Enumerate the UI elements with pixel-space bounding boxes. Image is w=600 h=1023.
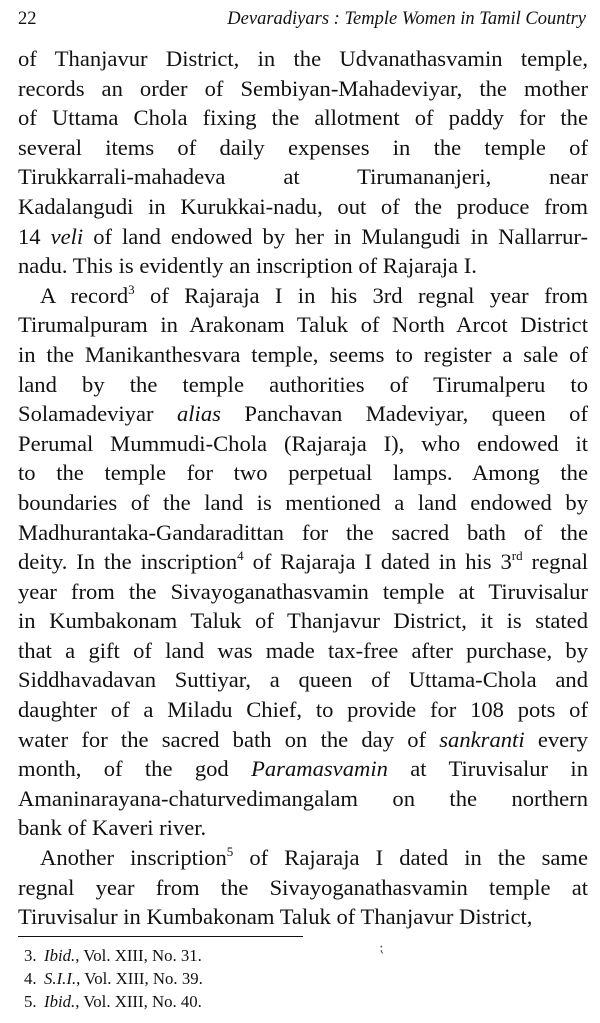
text-run: land by the temple authorities of Tirumalperu to — [18, 371, 588, 397]
text-line — [18, 725, 588, 755]
text-run: of Rajaraja I in his 3rd regnal year from — [134, 282, 588, 308]
text-run: Another inscription — [40, 845, 227, 871]
text-line — [18, 370, 588, 400]
text-line — [18, 192, 588, 222]
paragraph — [18, 843, 588, 932]
text-run: month, of the god — [18, 756, 252, 782]
text-run: of Rajaraja I dated in the same — [233, 845, 588, 871]
text-run: several items of daily expenses in the temple of — [18, 134, 588, 160]
footnote — [24, 944, 424, 967]
text-line — [18, 310, 588, 340]
text-run: water for the sacred bath on the day of — [18, 726, 440, 752]
text-run: to the temple for two perpetual lamps. Among the — [18, 460, 588, 486]
footnotes — [24, 944, 424, 1013]
page-header — [18, 6, 586, 32]
text-run: at Tiruvisalur in — [387, 756, 588, 782]
text-run: year from the Sivayoganathasvamin temple at Tiruvisalur — [18, 578, 588, 604]
text-run: in the Manikanthesvara temple, seems to register a sale of — [18, 341, 588, 367]
text-run: regnal year from the Sivayoganathasvamin temple at — [18, 874, 588, 900]
text-line — [18, 340, 588, 370]
text-run: Kadalangudi in Kurukkai-nadu, out of the produce from — [18, 193, 588, 219]
text-run: deity. In the inscription — [18, 549, 238, 575]
text-line — [18, 873, 588, 903]
text-run: Tirumalpuram in Arakonam Taluk of North Arcot District — [18, 312, 588, 338]
text-run: boundaries of the land is mentioned a land endowed by — [18, 489, 588, 515]
text-line — [18, 606, 588, 636]
body-text — [18, 44, 588, 932]
footnote — [24, 967, 424, 990]
text-run: Madhurantaka-Gandaradittan for the sacred bath of the — [18, 519, 588, 545]
italic-text: Ibid. — [44, 946, 76, 965]
text-line — [18, 784, 588, 814]
text-run: regnal — [522, 549, 588, 575]
text-run: 14 — [18, 223, 51, 249]
text-run: records an order of Sembiyan-Mahadeviyar, the mother — [18, 75, 588, 101]
text-line — [18, 251, 588, 281]
text-line — [18, 518, 588, 548]
text-run: , Vol. XIII, No. 31. — [75, 946, 202, 965]
text-line — [18, 74, 588, 104]
text-line — [18, 754, 588, 784]
text-run: , Vol. XIII, No. 39. — [76, 969, 203, 988]
text-run: nadu. This is evidently an inscription of Rajaraja I. — [18, 253, 477, 279]
text-run: every — [524, 726, 588, 752]
text-run: that a gift of land was made tax-free after purchase, by — [18, 637, 588, 663]
text-line — [18, 665, 588, 695]
text-line — [18, 843, 588, 873]
text-line — [18, 162, 588, 192]
running-head: Devaradiyars : Temple Women in Tamil Country — [227, 9, 586, 29]
text-run: of land endowed by her in Mulangudi in Nallarrur- — [83, 223, 588, 249]
footnote-number: 3. — [24, 946, 37, 965]
text-line — [18, 488, 588, 518]
text-line — [18, 577, 588, 607]
footnote-number: 4. — [24, 969, 37, 988]
paragraph — [18, 44, 588, 281]
text-run: Siddhavadavan Suttiyar, a queen of Uttama-Chola and — [18, 667, 588, 693]
text-line — [18, 281, 588, 311]
text-run: Amaninarayana-chaturvedimangalam on the northern — [18, 785, 588, 811]
text-run: of Rajaraja I dated in his 3 — [243, 549, 512, 575]
text-run: bank of Kaveri river. — [18, 815, 207, 841]
text-line — [18, 902, 588, 932]
text-run: of Uttama Chola fixing the allotment of paddy for the — [18, 105, 588, 131]
text-line — [18, 399, 588, 429]
text-run: Solamadeviyar — [18, 401, 177, 427]
footnote-marker: rd — [511, 548, 523, 564]
text-line — [18, 133, 588, 163]
text-run: of Thanjavur District, in the Udvanathasvamin temple, — [18, 46, 588, 71]
text-run: Tirukkarrali-mahadeva at Tirumananjeri, near — [18, 164, 588, 190]
text-line — [18, 103, 588, 133]
page-number: 22 — [18, 9, 37, 29]
text-run: in Kumbakonam Taluk of Thanjavur District, it is stated — [18, 608, 588, 634]
text-line — [18, 695, 588, 725]
italic-text: Paramasvamin — [251, 756, 388, 782]
footnote-marker: 3 — [128, 281, 135, 297]
text-run: Panchavan Madeviyar, queen of — [220, 401, 588, 427]
text-line — [18, 222, 588, 252]
italic-text: alias — [176, 401, 221, 427]
italic-text: sankranti — [439, 726, 525, 752]
text-line — [18, 547, 588, 577]
text-run: Tiruvisalur in Kumbakonam Taluk of Thanjavur District, — [18, 904, 533, 930]
italic-text: Ibid. — [44, 992, 76, 1011]
stray-ink-mark: ⁏ — [379, 941, 384, 956]
text-run: Perumal Mummudi-Chola (Rajaraja I), who endowed it — [18, 430, 588, 456]
text-run: daughter of a Miladu Chief, to provide for 108 pots of — [18, 697, 588, 723]
italic-text: veli — [50, 223, 84, 249]
footnote — [24, 990, 424, 1013]
footnote-number: 5. — [24, 992, 37, 1011]
footnote-marker: 5 — [226, 844, 234, 860]
text-line — [18, 813, 588, 843]
paragraph — [18, 281, 588, 843]
footnote-rule — [18, 936, 303, 937]
text-run: A record — [40, 282, 129, 308]
text-line — [18, 636, 588, 666]
text-line — [18, 458, 588, 488]
text-run: , Vol. XIII, No. 40. — [75, 992, 202, 1011]
footnote-marker: 4 — [237, 548, 244, 564]
text-line — [18, 429, 588, 459]
text-line — [18, 44, 588, 74]
italic-text: S.I.I. — [44, 969, 77, 988]
